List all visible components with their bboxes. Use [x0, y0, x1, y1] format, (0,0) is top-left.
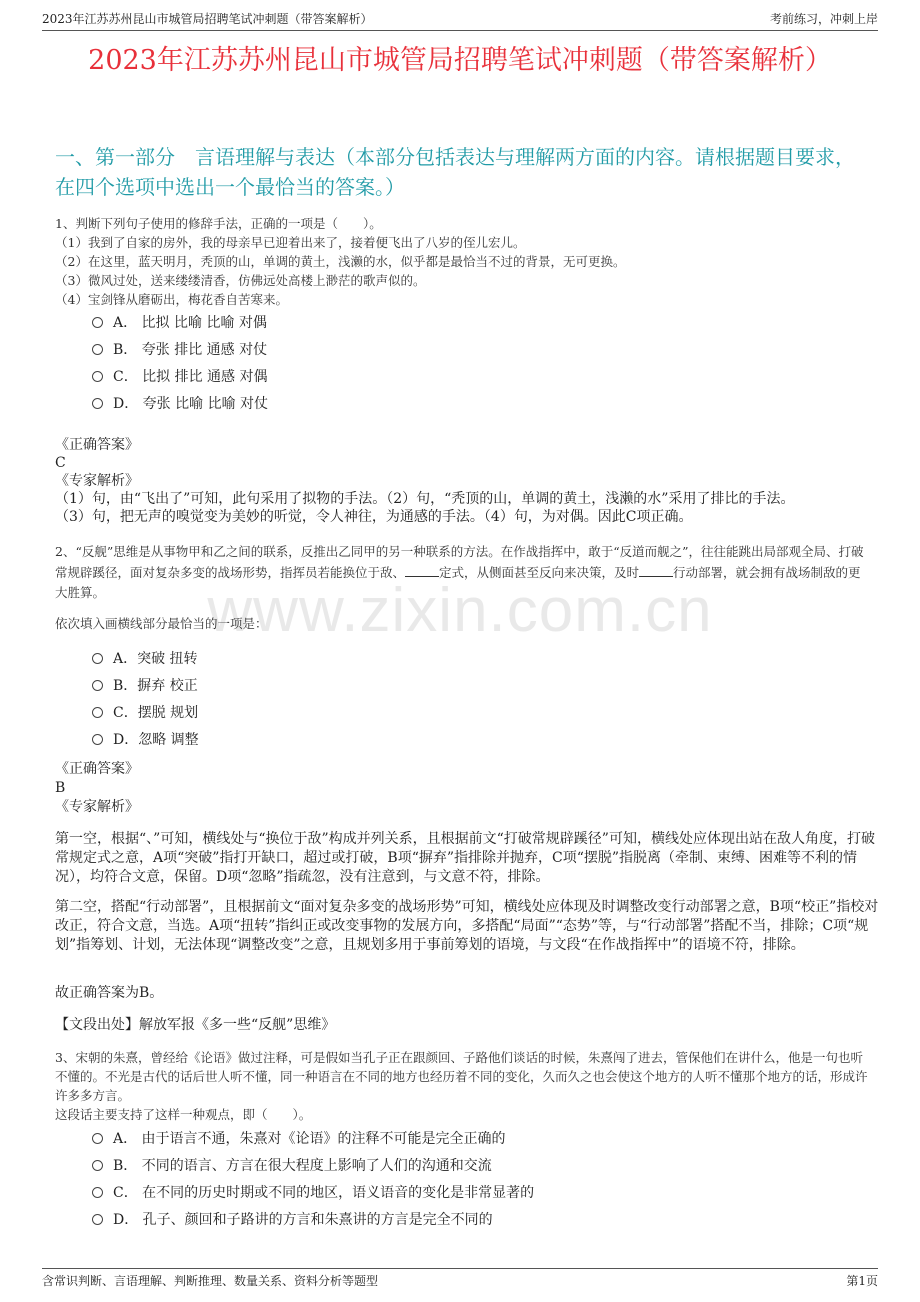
- q2-option-a[interactable]: [92, 648, 198, 670]
- radio-icon[interactable]: [92, 371, 103, 382]
- q2-option-c[interactable]: [92, 702, 198, 724]
- q2-explanation-1: 第一空，根据“、”可知，横线处与“换位于敌”构成并列关系，且根据前文“打破常规辟蹊径”可知，横线处应体现出站在敌人角度，打破常规定式之意，A项“突破”指打开缺口，超过或打破，B项“摒弃”指排除并抛弃，C项“摆脱”指脱离（牵制、束缚、困难等不利的情况），均符合文意，保留。D项“忽略”指疏忽，没有注意到，与文意不符，排除。: [55, 831, 875, 885]
- stem-part: 行动部署，就会拥有战场制敌的更大胜算。: [55, 564, 861, 600]
- radio-icon[interactable]: [92, 1133, 103, 1144]
- option-label: B． 夸张 排比 通感 对仗: [113, 342, 268, 358]
- question-prompt: 这段话主要支持了这样一种观点，即（ ）。: [55, 1107, 312, 1122]
- q3-option-c[interactable]: [92, 1182, 534, 1204]
- option-label: A．突破 扭转: [113, 651, 198, 667]
- question-1: [55, 214, 872, 309]
- question-stem: 1、判断下列句子使用的修辞手法，正确的一项是（ ）。: [55, 216, 382, 231]
- explanation-text: （3）句，把无声的嗅觉变为美妙的听觉，令人神往，为通感的手法。（4）句，为对偶。因此C项正确。: [55, 509, 693, 525]
- option-label: C． 比拟 排比 通感 对偶: [113, 369, 268, 385]
- section-heading: 一、第一部分 言语理解与表达（本部分包括表达与理解两方面的内容。请根据题目要求，在四个选项中选出一个最恰当的答案。）: [55, 145, 855, 199]
- explanation-label: 《专家解析》: [55, 473, 139, 489]
- q3-option-a[interactable]: [92, 1128, 506, 1150]
- option-label: D． 夸张 比喻 比喻 对仗: [113, 396, 269, 412]
- option-label: C． 在不同的历史时期或不同的地区，语义语音的变化是非常显著的: [113, 1185, 535, 1201]
- watermark: www.zixin.com.cn: [207, 576, 713, 645]
- page-title: 2023年江苏苏州昆山市城管局招聘笔试冲刺题（带答案解析）: [88, 45, 832, 76]
- option-label: A． 比拟 比喻 比喻 对偶: [113, 315, 267, 331]
- radio-icon[interactable]: [92, 398, 103, 409]
- fill-blank: [639, 576, 673, 577]
- radio-icon[interactable]: [92, 707, 103, 718]
- q2-explanation-2: 第二空，搭配“行动部署”，且根据前文“面对复杂多变的战场形势”可知，横线处应体现及时调整改变行动部署之意，B项“校正”指校对改正，符合文意，当选。A项“扭转”指纠正或改变事物的发展方向，多搭配“局面”“态势”等，与“行动部署”搭配不当，排除；C项“规划”指筹划、计划，无法体现“调整改变”之意，且规划多用于事前筹划的语境，与文段“在作战指挥中”的语境不符，排除。: [55, 899, 879, 953]
- question-line: （1）我到了自家的房外，我的母亲早已迎着出来了，接着便飞出了八岁的侄儿宏儿。: [55, 235, 526, 250]
- question-stem: [55, 542, 872, 604]
- q3-option-d[interactable]: [92, 1209, 493, 1231]
- question-2: [55, 542, 872, 604]
- q1-option-a[interactable]: [92, 312, 267, 334]
- radio-icon[interactable]: [92, 1160, 103, 1171]
- page-footer: [42, 1268, 878, 1291]
- option-label: D． 孔子、颜回和子路讲的方言和朱熹讲的方言是完全不同的: [113, 1212, 493, 1228]
- footer-note: 含常识判断、言语理解、判断推理、数量关系、资料分析等题型: [42, 1274, 379, 1288]
- page-header: [42, 10, 878, 31]
- radio-icon[interactable]: [92, 317, 103, 328]
- question-line: （3）微风过处，送来缕缕清香，仿佛远处高楼上渺茫的歌声似的。: [55, 273, 426, 288]
- fill-blank: [405, 576, 439, 577]
- radio-icon[interactable]: [92, 344, 103, 355]
- explanation-label: 《专家解析》: [55, 799, 139, 815]
- q1-option-b[interactable]: [92, 339, 267, 361]
- explanation-text: （1）句，由“飞出了”可知，此句采用了拟物的手法。（2）句，“秃顶的山，单调的黄土，浅濑的水”采用了排比的手法。: [55, 491, 795, 507]
- q2-conclusion: 故正确答案为B。: [55, 985, 164, 1001]
- radio-icon[interactable]: [92, 1214, 103, 1225]
- answer-label: 《正确答案》: [55, 437, 139, 453]
- answer-value: B: [55, 780, 66, 796]
- q1-option-c[interactable]: [92, 366, 268, 388]
- q1-answer-block: [55, 436, 872, 526]
- q2-answer-block: [55, 760, 872, 817]
- header-slogan: 考前练习，冲刺上岸: [769, 12, 878, 26]
- q2-option-d[interactable]: [92, 729, 199, 751]
- question-line: （2）在这里，蓝天明月，秃顶的山，单调的黄土，浅濑的水，似乎都是最恰当不过的背景，无可更换。: [55, 254, 626, 269]
- radio-icon[interactable]: [92, 734, 103, 745]
- option-label: B．摒弃 校正: [113, 678, 198, 694]
- option-label: C．摆脱 规划: [113, 705, 199, 721]
- q2-option-b[interactable]: [92, 675, 198, 697]
- option-label: B． 不同的语言、方言在很大程度上影响了人们的沟通和交流: [113, 1158, 492, 1174]
- page-number: 第1页: [846, 1274, 878, 1288]
- answer-label: 《正确答案》: [55, 761, 139, 777]
- question-3: [55, 1048, 872, 1124]
- q2-prompt: 依次填入画横线部分最恰当的一项是：: [55, 616, 268, 631]
- stem-part: 2、“反舰”思维是从事物甲和乙之间的联系，反推出乙同甲的另一种联系的方法。在作战指挥中，敢于“反道而舰之”，往往能跳出局部观全局、打破常规辟蹊径，面对复杂多变的战场形势，指挥员若能换位于敌、: [55, 544, 864, 580]
- option-label: A． 由于语言不通，朱熹对《论语》的注释不可能是完全正确的: [113, 1131, 506, 1147]
- radio-icon[interactable]: [92, 680, 103, 691]
- stem-part: 定式，从侧面甚至反向来决策，及时: [439, 564, 640, 580]
- answer-value: C: [55, 455, 66, 471]
- option-label: D．忽略 调整: [113, 732, 199, 748]
- header-doc-title: 2023年江苏苏州昆山市城管局招聘笔试冲刺题（带答案解析）: [42, 12, 373, 26]
- q3-option-b[interactable]: [92, 1155, 492, 1177]
- question-line: （4）宝剑锋从磨砺出，梅花香自苦寒来。: [55, 292, 288, 307]
- radio-icon[interactable]: [92, 653, 103, 664]
- radio-icon[interactable]: [92, 1187, 103, 1198]
- q2-source: 【文段出处】解放军报《多一些“反舰”思维》: [55, 1017, 336, 1033]
- q1-option-d[interactable]: [92, 393, 268, 415]
- question-stem: 3、宋朝的朱熹，曾经给《论语》做过注释，可是假如当孔子正在跟颜回、子路他们谈话的时候，朱熹闯了进去，管保他们在讲什么，他是一句也听不懂的。不光是古代的话后世人听不懂，同一种语言在不同的地方也经历着不同的变化，久而久之也会使这个地方的人听不懂那个地方的话，形成许许多多方言。: [55, 1050, 868, 1103]
